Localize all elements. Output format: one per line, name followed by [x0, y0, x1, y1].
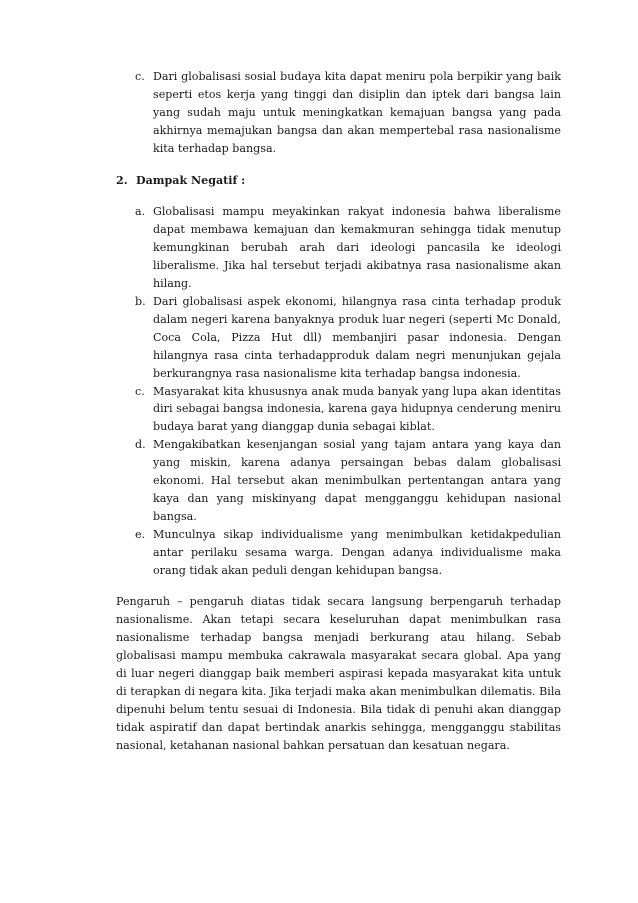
list-item — [116, 293, 561, 383]
list-item — [116, 68, 561, 158]
list-item — [116, 383, 561, 437]
list-marker: c. — [135, 70, 145, 83]
top-list — [116, 68, 561, 158]
list-item — [116, 526, 561, 580]
list-item-text: Masyarakat kita khususnya anak muda banyak yang lupa akan identitas diri sebagai bangsa indonesia, karena gaya hidupnya cenderung meniru budaya barat yang dianggap dunia sebagai kiblat. — [153, 384, 561, 434]
closing-paragraph: Pengaruh – pengaruh diatas tidak secara langsung berpengaruh terhadap nasionalisme. Akan tetapi secara keseluruhan dapat menimbulkan rasa nasionalisme terhadap bangsa menjadi berkurang atau hilang. Sebab globalisasi mampu membuka cakrawala masyarakat secara global. Apa yang di luar negeri dianggap baik memberi aspirasi kepada masyarakat kita untuk di terapkan di negara kita. Jika terjadi maka akan menimbulkan dilematis. Bila dipenuhi belum tentu sesuai di Indonesia. Bila tidak di penuhi akan dianggap tidak aspiratif dan dapat bertindak anarkis sehingga, mengganggu stabilitas nasional, ketahanan nasional bahkan persatuan dan kesatuan negara. — [116, 595, 561, 752]
list-item-text: Globalisasi mampu meyakinkan rakyat indonesia bahwa liberalisme dapat membawa kemajuan dan kemakmuran sehingga tidak menutup kemungkinan berubah arah dari ideologi pancasila ke ideologi liberalisme. Jika hal tersebut terjadi akibatnya rasa nasionalisme akan hilang. — [153, 205, 561, 291]
section-heading — [116, 172, 561, 190]
section-title: Dampak Negatif : — [136, 173, 246, 187]
list-marker: c. — [135, 384, 145, 398]
list-marker: b. — [135, 294, 146, 308]
list-item — [116, 436, 561, 526]
list-item-text: Dari globalisasi sosial budaya kita dapat meniru pola berpikir yang baik seperti etos kerja yang tinggi dan disiplin dan iptek dari bangsa lain yang sudah maju untuk meningkatkan kemajuan bangsa yang pada akhirnya memajukan bangsa dan akan mempertebal rasa nasionalisme kita terhadap bangsa. — [153, 70, 561, 155]
list-marker: a. — [135, 205, 146, 219]
document-page — [116, 68, 561, 766]
list-item-text: Dari globalisasi aspek ekonomi, hilangnya rasa cinta terhadap produk dalam negeri karena banyaknya produk luar negeri (seperti Mc Donald, Coca Cola, Pizza Hut dll) membanjiri pasar indonesia. Dengan hilangnya rasa cinta terhadapproduk dalam negri menunjukan gejala berkurangnya rasa nasionalisme kita terhadap bangsa indonesia. — [153, 294, 561, 380]
section-number: 2. — [116, 173, 128, 187]
list-item — [116, 203, 561, 293]
list-marker: e. — [135, 527, 146, 541]
negative-impact-list — [116, 203, 561, 579]
list-item-text: Munculnya sikap individualisme yang menimbulkan ketidakpedulian antar perilaku sesama warga. Dengan adanya individualisme maka orang tidak akan peduli dengan kehidupan bangsa. — [153, 527, 561, 577]
list-marker: d. — [135, 438, 146, 452]
list-item-text: Mengakibatkan kesenjangan sosial yang tajam antara yang kaya dan yang miskin, karena adanya persaingan bebas dalam globalisasi ekonomi. Hal tersebut akan menimbulkan pertentangan antara yang kaya dan yang miskinyang dapat mengganggu kehidupan nasional bangsa. — [153, 438, 561, 523]
